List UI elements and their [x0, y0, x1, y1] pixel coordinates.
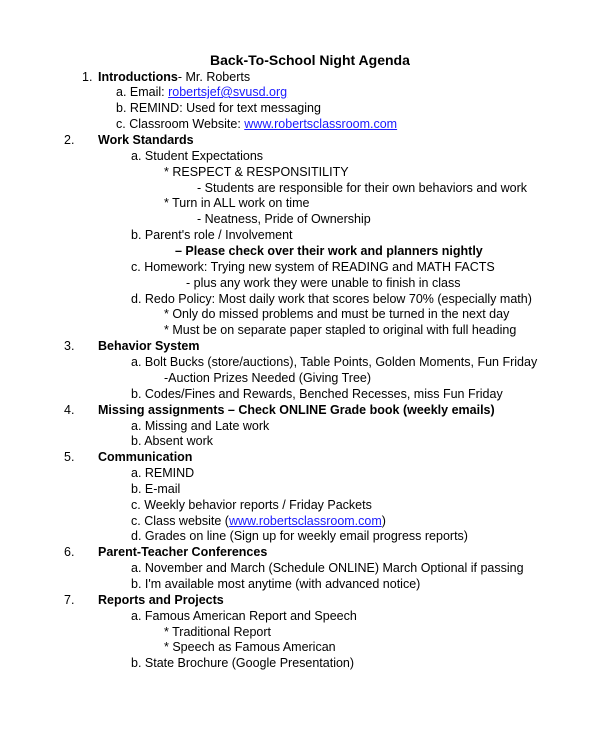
list-item: b. State Brochure (Google Presentation): [131, 656, 355, 670]
list-item: b. E-mail: [131, 482, 181, 496]
list-item: b. Codes/Fines and Rewards, Benched Recesses, miss Fun Friday: [131, 387, 503, 401]
section-number: 1.: [82, 70, 93, 84]
section-introductions: [98, 69, 250, 85]
list-item: * RESPECT & RESPONSITILITY: [164, 165, 349, 179]
list-item: * Turn in ALL work on time: [164, 196, 310, 210]
section-number: 6.: [64, 545, 75, 559]
list-item: * Traditional Report: [164, 625, 272, 639]
section-heading: Work Standards: [98, 133, 194, 147]
list-item-label: a. Email:: [116, 85, 169, 99]
list-item: b. I'm available most anytime (with advanced notice): [131, 577, 421, 591]
list-item: * Only do missed problems and must be turned in the next day: [164, 307, 510, 321]
section-number: 2.: [64, 133, 75, 147]
list-item: a. November and March (Schedule ONLINE) March Optional if passing: [131, 561, 524, 575]
list-item: b. Parent's role / Involvement: [131, 228, 293, 242]
section-number: 3.: [64, 339, 75, 353]
section-heading: Missing assignments – Check ONLINE Grade book (weekly emails): [98, 403, 495, 417]
email-link[interactable]: robertsjef@svusd.org: [168, 85, 288, 99]
section-number: 4.: [64, 403, 75, 417]
list-item: [131, 513, 386, 529]
list-item: a. Student Expectations: [131, 149, 264, 163]
list-item: a. Missing and Late work: [131, 419, 270, 433]
section-heading: Parent-Teacher Conferences: [98, 545, 268, 559]
website-link[interactable]: www.robertsclassroom.com: [228, 514, 382, 528]
list-item: – Please check over their work and planners nightly: [175, 244, 483, 258]
list-item-label: c. Class website (: [131, 514, 229, 528]
list-item: * Must be on separate paper stapled to original with full heading: [164, 323, 517, 337]
list-item: * Speech as Famous American: [164, 640, 336, 654]
list-item: c. Weekly behavior reports / Friday Packets: [131, 498, 372, 512]
list-item: a. REMIND: [131, 466, 195, 480]
page-title: Back-To-School Night Agenda: [210, 52, 410, 68]
list-item: b. Absent work: [131, 434, 213, 448]
list-item: - Neatness, Pride of Ownership: [197, 212, 371, 226]
list-item: [116, 84, 287, 100]
list-item: - plus any work they were unable to finish in class: [186, 276, 461, 290]
list-item: -Auction Prizes Needed (Giving Tree): [164, 371, 372, 385]
list-item: a. Famous American Report and Speech: [131, 609, 357, 623]
list-item: d. Grades on line (Sign up for weekly email progress reports): [131, 529, 468, 543]
section-heading: Communication: [98, 450, 193, 464]
section-heading-rest: - Mr. Roberts: [177, 70, 251, 84]
list-item: d. Redo Policy: Most daily work that scores below 70% (especially math): [131, 292, 532, 306]
section-number: 7.: [64, 593, 75, 607]
list-item: a. Bolt Bucks (store/auctions), Table Points, Golden Moments, Fun Friday: [131, 355, 538, 369]
section-heading: Introductions: [98, 70, 178, 84]
list-item: [116, 116, 397, 132]
list-item-label: c. Classroom Website:: [116, 117, 245, 131]
section-number: 5.: [64, 450, 75, 464]
list-item-suffix: ): [381, 514, 386, 528]
section-heading: Behavior System: [98, 339, 200, 353]
list-item: b. REMIND: Used for text messaging: [116, 101, 321, 115]
website-link[interactable]: www.robertsclassroom.com: [244, 117, 398, 131]
list-item: c. Homework: Trying new system of READING and MATH FACTS: [131, 260, 495, 274]
section-heading: Reports and Projects: [98, 593, 224, 607]
list-item: - Students are responsible for their own behaviors and work: [197, 181, 528, 195]
